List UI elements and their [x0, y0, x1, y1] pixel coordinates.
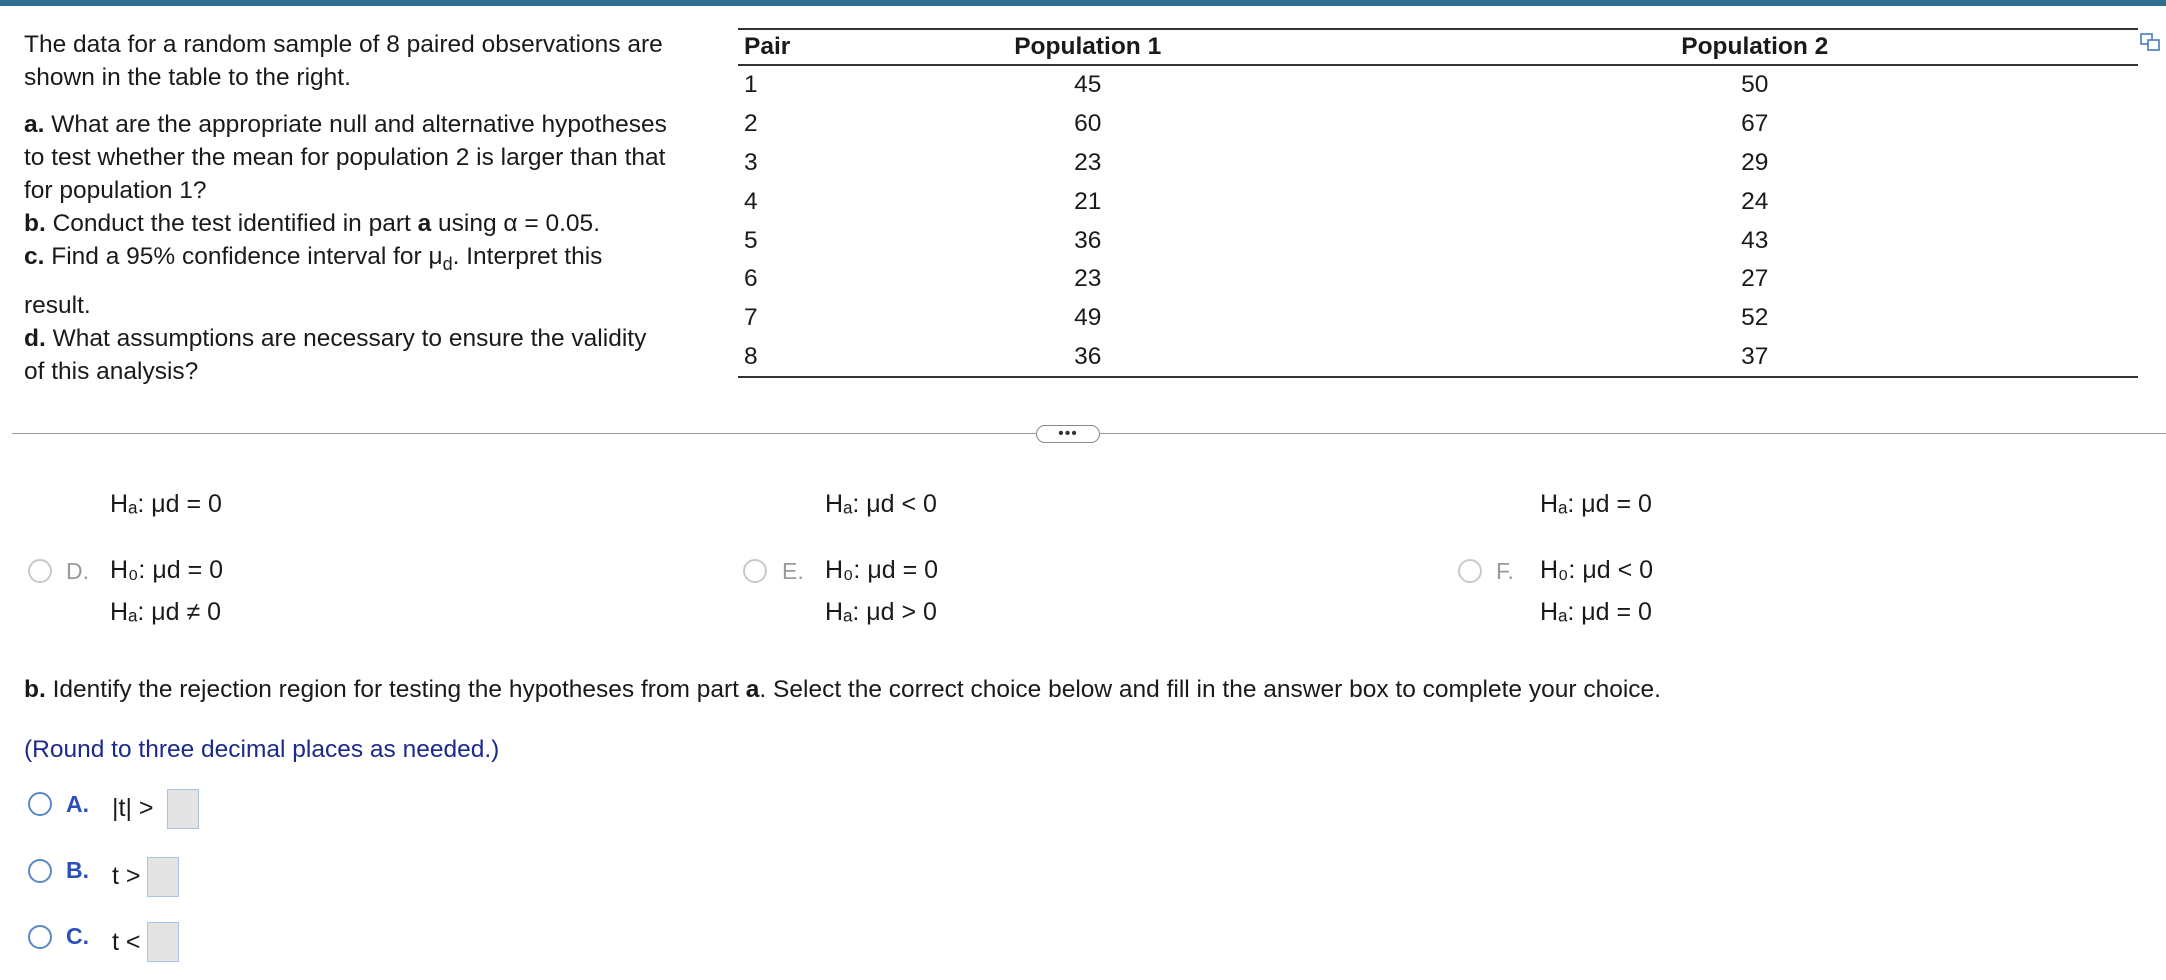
- cell-pop1: 23: [1074, 148, 1102, 176]
- part-d-line-1: What assumptions are necessary to ensure the validity: [45, 324, 647, 352]
- part-d-label: d.: [24, 324, 46, 352]
- part-c-text2: . Interpret this: [452, 243, 603, 270]
- table-row: [738, 221, 2138, 260]
- cell-pop2: 24: [1741, 187, 1769, 215]
- option-e-h0: H₀: μd = 0: [825, 556, 939, 584]
- option-f-radio[interactable]: [1458, 559, 1482, 583]
- intro-line-2: shown in the table to the right.: [24, 64, 351, 91]
- choice-c-answer-box[interactable]: [147, 922, 179, 962]
- cell-pop1: 60: [1074, 110, 1102, 138]
- part-a-label: a.: [24, 111, 45, 138]
- choice-a-radio[interactable]: [28, 792, 52, 816]
- cell-pair: 8: [738, 338, 804, 378]
- cell-pair: 3: [744, 148, 758, 176]
- cell-pop1: 45: [1074, 71, 1102, 99]
- choice-c-letter: C.: [66, 923, 89, 949]
- header-pair: Pair: [738, 29, 804, 65]
- option-b-ha: Hₐ: μd < 0: [825, 490, 937, 518]
- part-c-sub: d: [442, 253, 453, 274]
- part-b-text: Conduct the test identified in part: [45, 210, 418, 237]
- header-population-1: Population 1: [804, 29, 1372, 65]
- option-d-ha: Hₐ: μd ≠ 0: [110, 598, 222, 626]
- part-b-bold: a: [417, 210, 432, 237]
- choice-a-answer-box[interactable]: [167, 789, 199, 829]
- part-a-line-2: to test whether the mean for population 2 is larger than that: [24, 144, 666, 171]
- part-b-label: b.: [24, 210, 46, 237]
- option-a-ha: Hₐ: μd = 0: [110, 490, 222, 518]
- part-d-line-2: of this analysis?: [24, 357, 199, 385]
- copy-table-icon[interactable]: [2140, 33, 2160, 51]
- rounding-note: (Round to three decimal places as needed.): [24, 736, 500, 763]
- cell-pop2: 37: [1372, 338, 2139, 378]
- option-d-radio[interactable]: [28, 559, 52, 583]
- top-accent-bar: [0, 0, 2166, 6]
- part-c-text: Find a 95% confidence interval for μ: [44, 243, 443, 270]
- question-text: [24, 28, 724, 388]
- table-header-row: [738, 29, 2138, 65]
- expand-more-button[interactable]: •••: [1036, 425, 1100, 443]
- choice-b-answer-box[interactable]: [147, 857, 179, 897]
- part-b-prompt-text: Identify the rejection region for testing the hypotheses from part: [45, 676, 746, 703]
- table-row: [738, 299, 2138, 338]
- table-row: [738, 338, 2138, 378]
- cell-pair: 2: [744, 110, 758, 138]
- table-row: [738, 182, 2138, 221]
- part-b-prompt-label: b.: [24, 676, 46, 703]
- part-b-text2: using α = 0.05.: [431, 210, 600, 237]
- option-e-radio[interactable]: [743, 559, 767, 583]
- cell-pair: 4: [744, 187, 758, 215]
- option-f-ha: Hₐ: μd = 0: [1540, 598, 1652, 626]
- table-row: [738, 144, 2138, 183]
- choice-b-expression: t >: [112, 862, 141, 890]
- option-f-h0: H₀: μd < 0: [1540, 556, 1654, 584]
- cell-pair: 5: [744, 226, 758, 254]
- choice-b-letter: B.: [66, 857, 89, 883]
- paired-data-table: [738, 28, 2138, 378]
- cell-pop1: 36: [804, 338, 1372, 378]
- table-row: [738, 260, 2138, 299]
- cell-pop1: 21: [1074, 187, 1102, 215]
- cell-pop1: 49: [1074, 304, 1102, 332]
- option-f-letter: F.: [1496, 558, 1514, 584]
- cell-pop1: 36: [1074, 226, 1102, 254]
- cell-pop2: 43: [1741, 226, 1769, 254]
- cell-pop1: 23: [1074, 265, 1102, 293]
- part-b-prompt: [24, 676, 1661, 704]
- table-row: [738, 65, 2138, 105]
- cell-pop2: 52: [1741, 304, 1769, 332]
- choice-a-expression: |t| >: [112, 794, 154, 822]
- cell-pop2: 67: [1741, 110, 1769, 138]
- part-b-prompt-bold: a: [745, 676, 760, 703]
- part-c-label: c.: [24, 243, 45, 270]
- cell-pair: 7: [744, 304, 758, 332]
- choice-c-radio[interactable]: [28, 925, 52, 949]
- cell-pair: 1: [744, 71, 758, 99]
- option-d-h0: H₀: μd = 0: [110, 556, 224, 584]
- cell-pop2: 50: [1741, 71, 1769, 99]
- option-e-letter: E.: [782, 558, 804, 584]
- table-row: [738, 105, 2138, 144]
- header-population-2: Population 2: [1372, 29, 2139, 65]
- choice-a-letter: A.: [66, 791, 89, 817]
- option-d-letter: D.: [66, 558, 89, 584]
- part-a-line-1: What are the appropriate null and alternative hypotheses: [44, 111, 667, 138]
- intro-line-1: The data for a random sample of 8 paired observations are: [24, 31, 663, 58]
- cell-pair: 6: [744, 265, 758, 293]
- part-a-line-3: for population 1?: [24, 177, 207, 204]
- choice-c-expression: t <: [112, 928, 141, 956]
- option-c-ha: Hₐ: μd = 0: [1540, 490, 1652, 518]
- choice-b-radio[interactable]: [28, 859, 52, 883]
- cell-pop2: 29: [1741, 148, 1769, 176]
- part-b-prompt-text2: . Select the correct choice below and fill in the answer box to complete your choice.: [759, 676, 1661, 703]
- cell-pop2: 27: [1741, 265, 1769, 293]
- option-e-ha: Hₐ: μd > 0: [825, 598, 937, 626]
- part-c-line-2: result.: [24, 291, 91, 319]
